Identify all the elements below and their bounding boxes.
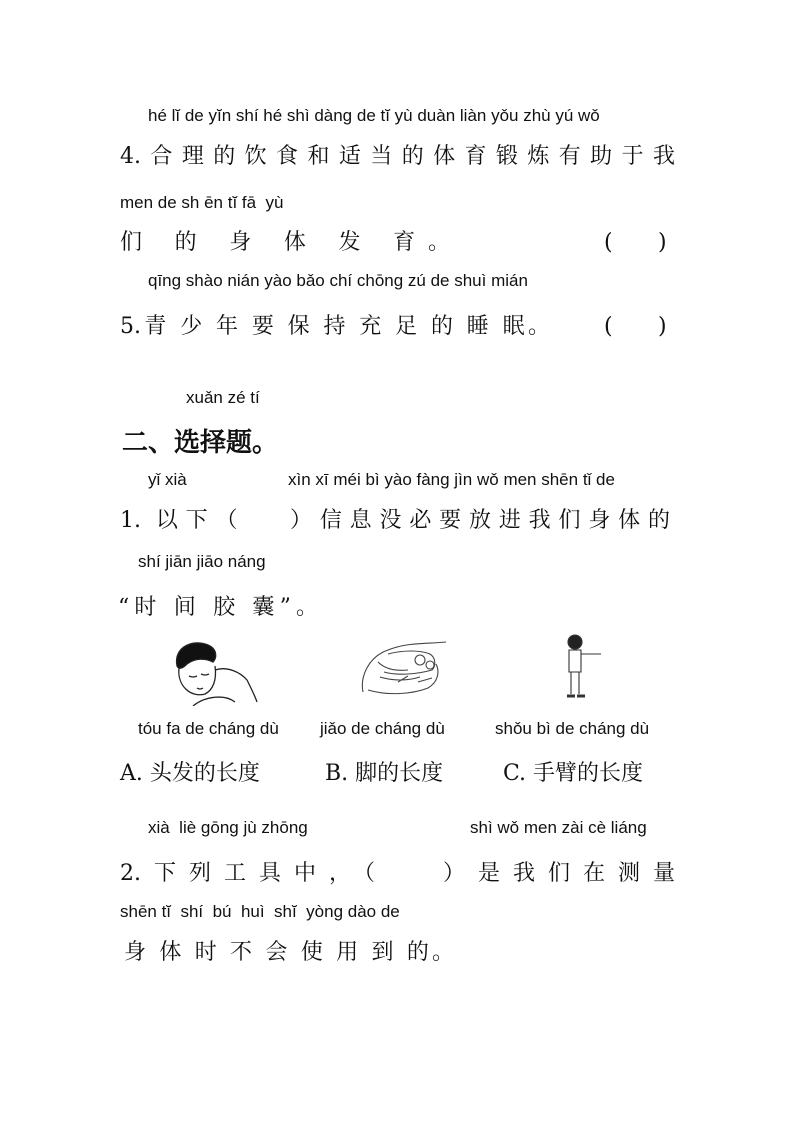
section-pinyin: xuǎn zé tí xyxy=(186,388,260,407)
pinyin-line: xià liè gōng jù zhōng xyxy=(148,818,308,837)
pinyin-line: xìn xī méi bì yào fàng jìn wǒ men shēn tǐ de xyxy=(288,470,615,489)
pinyin-line: men de sh ēn tĭ fā yù xyxy=(120,193,284,212)
option-pinyin: shǒu bì de cháng dù xyxy=(495,719,650,738)
question-text: 2.下列工具中，（ ）是我们在测量 xyxy=(120,861,675,886)
pinyin-line: qīng shào nián yào bǎo chí chōng zú de shuì mián xyxy=(148,271,528,290)
answer-blank-open[interactable]: ( xyxy=(604,314,613,339)
option-label[interactable]: C. 手臂的长度 xyxy=(503,761,644,786)
question-text: 1. 以下（ ）信息没必要放进我们身体的 xyxy=(120,508,670,533)
question-text: 身 体 时 不 会 使 用 到 的。 xyxy=(124,940,454,965)
option-pinyin: jiǎo de cháng dù xyxy=(320,719,445,738)
pinyin-line: shēn tĭ shí bú huì shĭ yòng dào de xyxy=(120,902,400,921)
sleeping-child-image xyxy=(165,636,260,706)
answer-blank-close[interactable]: ) xyxy=(658,314,667,339)
option-label[interactable]: B. 脚的长度 xyxy=(325,761,444,786)
question-text: 5.青 少 年 要 保 持 充 足 的 睡 眠。 xyxy=(120,314,550,339)
pinyin-line: yǐ xià xyxy=(148,470,187,489)
foot-image xyxy=(358,632,450,702)
boy-arm-outstretched-image xyxy=(557,632,607,702)
option-pinyin: tóu fa de cháng dù xyxy=(138,719,279,738)
answer-blank-close[interactable]: ) xyxy=(658,230,667,255)
pinyin-line: hé lĭ de yĭn shí hé shì dàng de tĭ yù duàn liàn yǒu zhù yú wǒ xyxy=(148,106,600,125)
pinyin-line: shì wǒ men zài cè liáng xyxy=(470,818,647,837)
question-text: “时 间 胶 囊”。 xyxy=(118,595,318,620)
section-title: 二、选择题。 xyxy=(122,428,279,458)
answer-blank-open[interactable]: ( xyxy=(604,230,613,255)
pinyin-line: shí jiān jiāo náng xyxy=(138,552,266,571)
option-label[interactable]: A. 头发的长度 xyxy=(120,761,260,786)
question-text: 们 的 身 体 发 育。 xyxy=(120,230,450,255)
question-text: 4.合理的饮食和适当的体育锻炼有助于我 xyxy=(120,144,675,169)
